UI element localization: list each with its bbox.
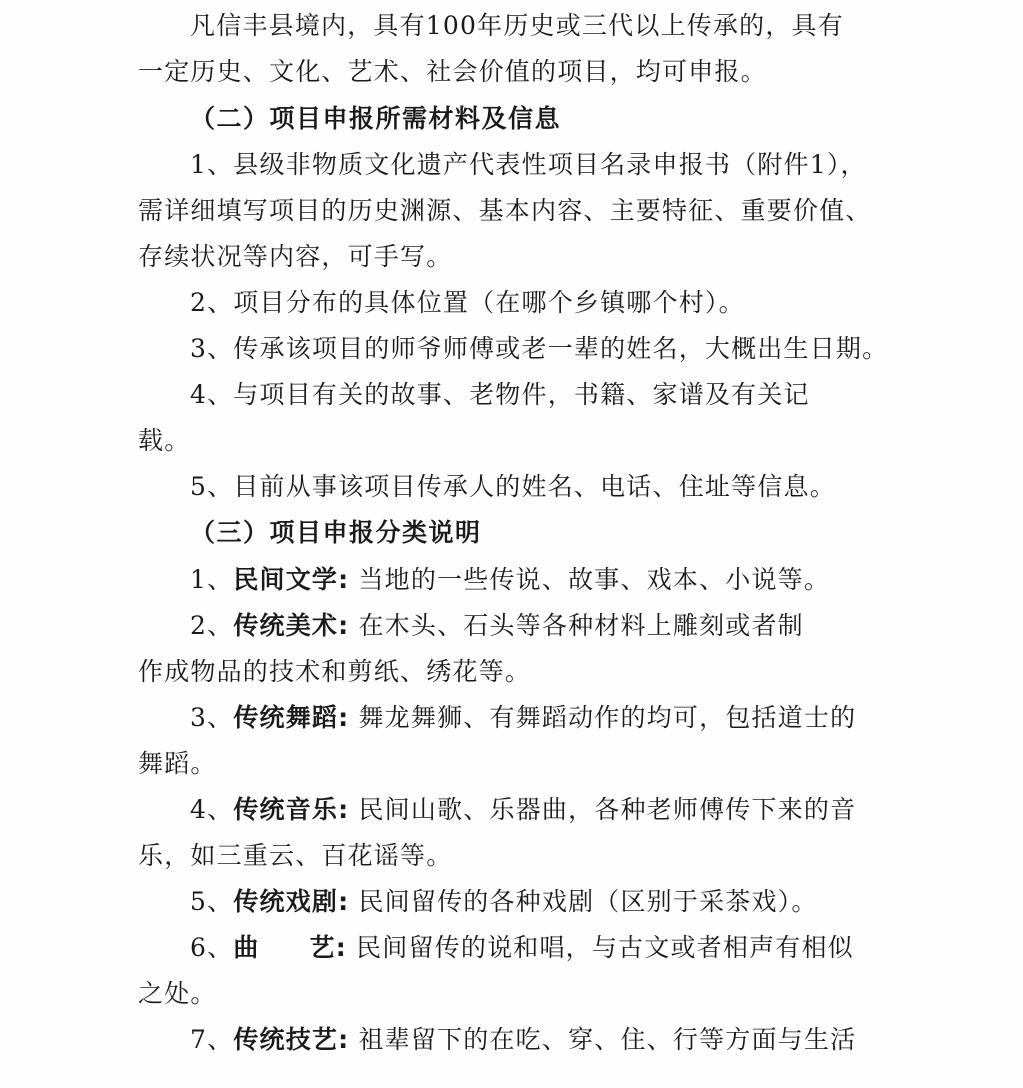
s3-item-4-text: 民间山歌、乐器曲，各种老师傅传下来的音	[358, 795, 857, 824]
s2-item-1-line-1: 1、县级非物质文化遗产代表性项目名录申报书（附件1），	[190, 150, 867, 179]
s3-item-1	[190, 563, 830, 597]
s3-item-3-text: 舞龙舞狮、有舞蹈动作的均可，包括道士的	[358, 703, 857, 732]
s3-item-3-continuation: 舞蹈。	[138, 749, 217, 778]
s3-item-5	[190, 885, 818, 919]
s3-item-7	[190, 1023, 856, 1057]
s3-item-6	[190, 931, 854, 965]
s3-item-7-text: 祖辈留下的在吃、穿、住、行等方面与生活	[358, 1025, 857, 1054]
s3-item-7-category: 传统技艺:	[233, 1025, 350, 1054]
s3-item-6-text: 民间留传的说和唱，与古文或者相声有相似	[356, 933, 854, 962]
s3-item-4-num: 4、	[190, 795, 234, 824]
section-2-heading: （二）项目申报所需材料及信息	[190, 104, 562, 133]
intro-line-1: 凡信丰县境内，具有100年历史或三代以上传承的，具有	[190, 11, 844, 40]
s3-item-2-category: 传统美术:	[233, 611, 350, 640]
s3-item-4-category: 传统音乐:	[233, 795, 350, 824]
section-3-heading: （三）项目申报分类说明	[190, 518, 482, 547]
s2-item-1-line-3: 存续状况等内容，可手写。	[138, 242, 453, 271]
s3-item-5-num: 5、	[190, 887, 234, 916]
s3-item-2-text: 在木头、石头等各种材料上雕刻或者制	[358, 611, 804, 640]
s2-item-4-line-1: 4、与项目有关的故事、老物件，书籍、家谱及有关记	[190, 380, 810, 409]
s3-item-4-continuation: 乐，如三重云、百花谣等。	[138, 841, 453, 870]
s2-item-3: 3、传承该项目的师爷师傅或老一辈的姓名，大概出生日期。	[190, 334, 889, 363]
s3-item-5-text: 民间留传的各种戏剧（区别于采茶戏）。	[358, 887, 818, 916]
s3-item-5-category: 传统戏剧:	[233, 887, 350, 916]
s3-item-2	[190, 609, 804, 643]
s2-item-2: 2、项目分布的具体位置（在哪个乡镇哪个村）。	[190, 288, 745, 317]
s3-item-2-continuation: 作成物品的技术和剪纸、绣花等。	[138, 657, 532, 686]
s3-item-1-category: 民间文学:	[233, 565, 350, 594]
s3-item-6-category-b: 艺:	[309, 933, 347, 962]
s3-item-6-continuation: 之处。	[138, 979, 217, 1008]
s3-item-2-num: 2、	[190, 611, 234, 640]
s3-item-1-num: 1、	[190, 565, 234, 594]
s2-item-5: 5、目前从事该项目传承人的姓名、电话、住址等信息。	[190, 472, 836, 501]
s3-item-4	[190, 793, 856, 827]
s3-item-3	[190, 701, 856, 735]
s2-item-1-line-2: 需详细填写项目的历史渊源、基本内容、主要特征、重要价值、	[138, 196, 872, 225]
s2-item-4-line-2: 载。	[138, 426, 191, 455]
s3-item-6-num: 6、	[190, 933, 234, 962]
s3-item-6-category-a: 曲	[233, 933, 260, 962]
s3-item-3-category: 传统舞蹈:	[233, 703, 350, 732]
intro-line-2: 一定历史、文化、艺术、社会价值的项目，均可申报。	[138, 57, 767, 86]
s3-item-7-num: 7、	[190, 1025, 234, 1054]
s3-item-3-num: 3、	[190, 703, 234, 732]
s3-item-1-text: 当地的一些传说、故事、戏本、小说等。	[358, 565, 831, 594]
